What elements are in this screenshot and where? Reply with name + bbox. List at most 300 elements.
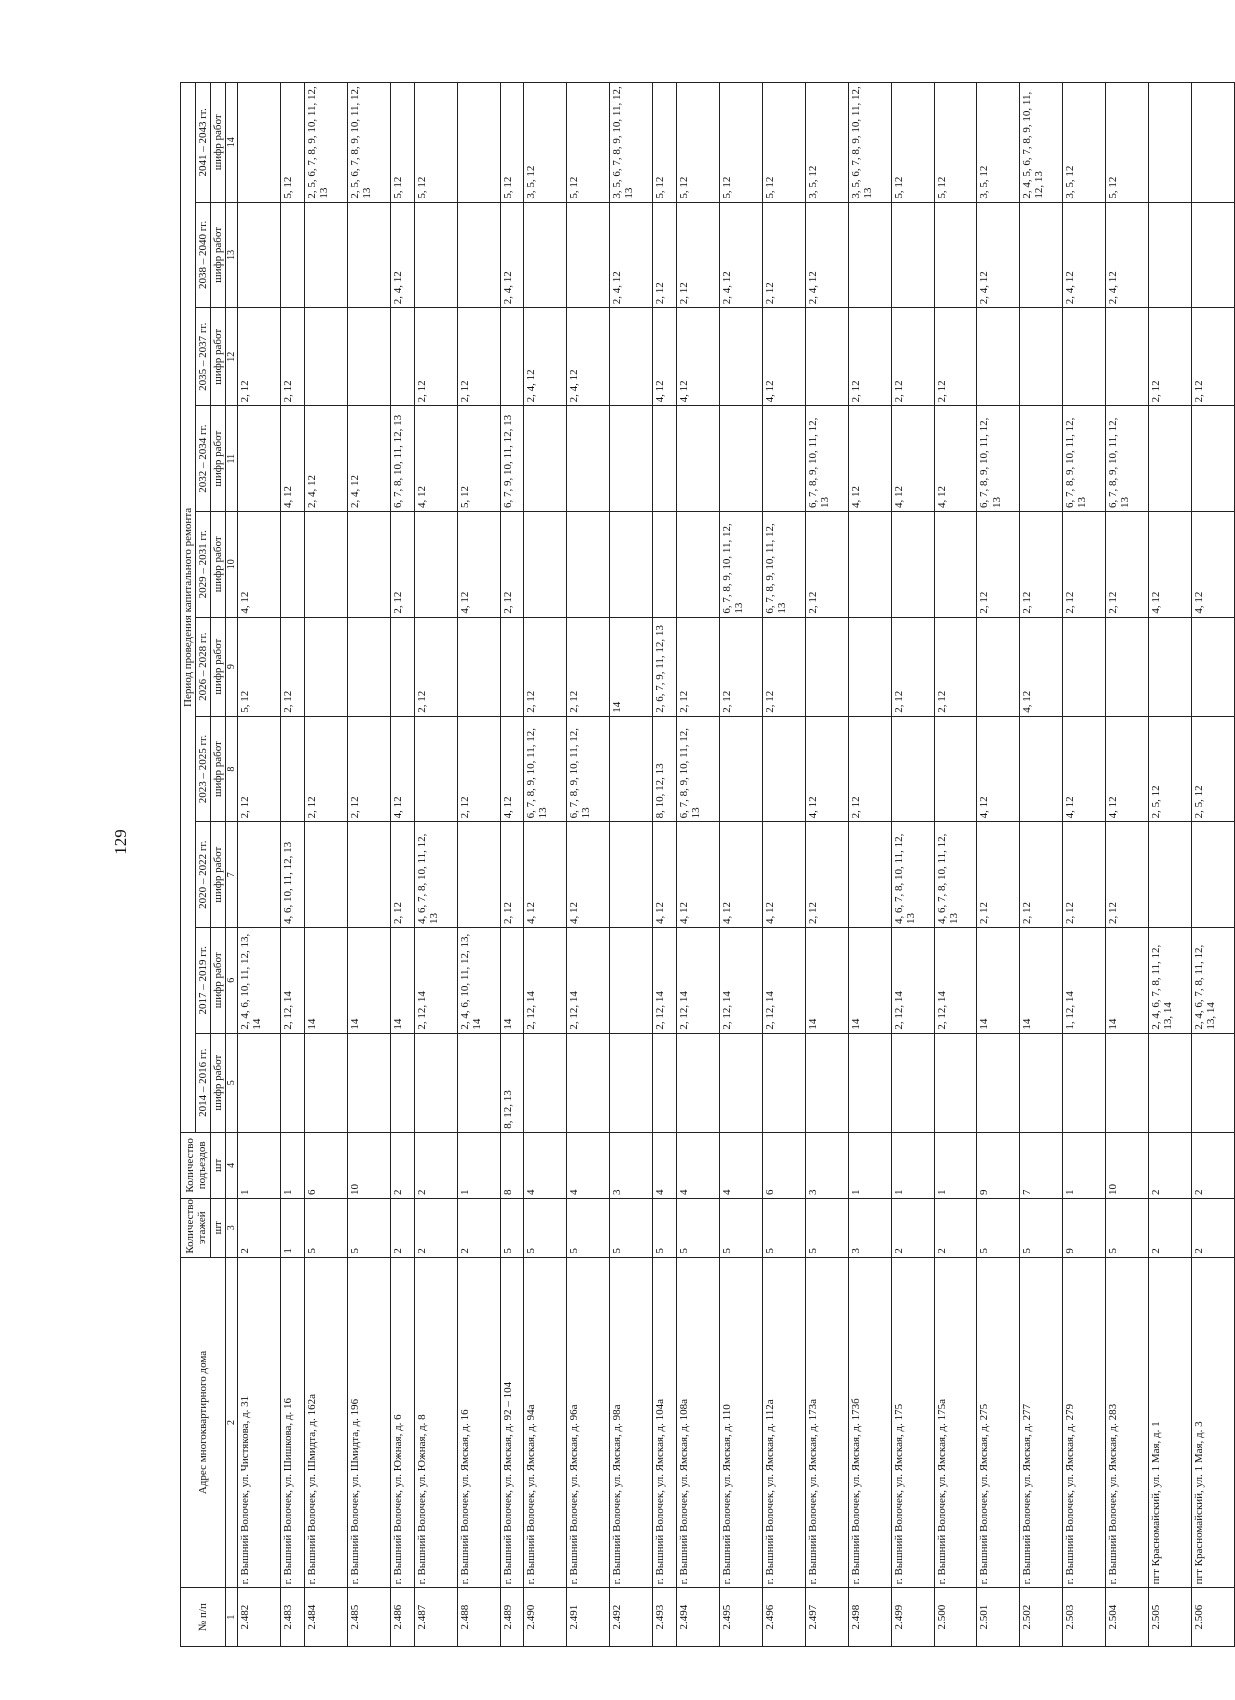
row-work-codes: 2, 12 [805, 822, 848, 928]
row-work-codes: 2, 12, 14 [676, 927, 719, 1033]
row-work-codes [1149, 406, 1192, 512]
table-row [891, 83, 934, 1647]
row-work-codes: 2, 12, 14 [524, 927, 567, 1033]
row-work-codes [1106, 308, 1149, 406]
row-work-codes: 2, 12 [414, 308, 457, 406]
header-floors: Количество этажей [181, 1198, 211, 1257]
row-work-codes [305, 511, 348, 617]
row-work-codes [676, 511, 719, 617]
unit-code: шифр работ [211, 716, 226, 822]
row-work-codes: 2, 12, 14 [719, 927, 762, 1033]
row-entrances: 1 [891, 1132, 934, 1198]
column-index-row [226, 83, 238, 1647]
row-work-codes: 14 [390, 927, 414, 1033]
unit-code: шифр работ [211, 927, 226, 1033]
table-row [457, 83, 500, 1647]
row-floors: 1 [281, 1198, 305, 1257]
row-entrances: 2 [1149, 1132, 1192, 1198]
row-work-codes: 2, 12 [1149, 308, 1192, 406]
row-work-codes: 2, 12 [762, 202, 805, 308]
row-work-codes [610, 1033, 653, 1132]
row-work-codes [281, 716, 305, 822]
row-work-codes [719, 308, 762, 406]
row-work-codes: 2, 12 [567, 617, 610, 716]
row-entrances: 4 [719, 1132, 762, 1198]
table-row [805, 83, 848, 1647]
unit-code: шифр работ [211, 617, 226, 716]
row-work-codes [610, 927, 653, 1033]
row-work-codes: 4, 12 [414, 406, 457, 512]
row-work-codes: 2, 12 [1063, 822, 1106, 928]
row-work-codes: 2, 12 [848, 308, 891, 406]
row-work-codes: 2, 4, 12 [1063, 202, 1106, 308]
row-floors: 2 [414, 1198, 457, 1257]
row-number: 2.497 [805, 1588, 848, 1647]
row-number: 2.488 [457, 1588, 500, 1647]
row-work-codes: 2, 12 [1020, 511, 1063, 617]
row-work-codes [1063, 308, 1106, 406]
column-index: 11 [226, 406, 238, 512]
row-work-codes: 2, 12 [934, 617, 977, 716]
row-work-codes [719, 1033, 762, 1132]
row-work-codes: 4, 12 [238, 511, 281, 617]
row-work-codes: 2, 12, 14 [653, 927, 677, 1033]
column-index: 7 [226, 822, 238, 928]
row-work-codes [891, 716, 934, 822]
row-entrances: 4 [524, 1132, 567, 1198]
row-work-codes: 2, 12 [977, 822, 1020, 928]
row-work-codes [305, 822, 348, 928]
row-work-codes: 3, 5, 12 [977, 83, 1020, 203]
row-work-codes [653, 1033, 677, 1132]
table-row [1020, 83, 1063, 1647]
header-period-2: 2020 – 2022 гг. [196, 822, 211, 928]
row-entrances: 9 [977, 1132, 1020, 1198]
row-work-codes: 2, 4, 12 [567, 308, 610, 406]
row-work-codes [934, 716, 977, 822]
row-work-codes: 2, 5, 12 [1149, 716, 1192, 822]
table-row [524, 83, 567, 1647]
row-work-codes: 5, 12 [238, 617, 281, 716]
column-index: 5 [226, 1033, 238, 1132]
row-number: 2.496 [762, 1588, 805, 1647]
row-work-codes: 6, 7, 8, 9, 10, 11, 12, 13 [805, 406, 848, 512]
row-floors: 2 [238, 1198, 281, 1257]
row-work-codes: 6, 7, 8, 10, 11, 12, 13 [390, 406, 414, 512]
row-work-codes: 4, 6, 7, 8, 10, 11, 12, 13 [414, 822, 457, 928]
row-work-codes: 2, 4, 12 [524, 308, 567, 406]
row-work-codes: 4, 6, 7, 8, 10, 11, 12, 13 [891, 822, 934, 928]
row-work-codes: 2, 12 [891, 617, 934, 716]
row-work-codes: 2, 12 [414, 617, 457, 716]
row-floors: 5 [676, 1198, 719, 1257]
row-work-codes: 4, 12 [1192, 511, 1235, 617]
table-row [500, 83, 524, 1647]
row-work-codes: 6, 7, 9, 10, 11, 12, 13 [500, 406, 524, 512]
capital-repair-schedule-table [180, 82, 1235, 1647]
unit-code: шифр работ [211, 406, 226, 512]
column-index: 8 [226, 716, 238, 822]
table-row [305, 83, 348, 1647]
row-work-codes [457, 617, 500, 716]
row-work-codes [1192, 617, 1235, 716]
row-work-codes [1149, 1033, 1192, 1132]
row-floors: 2 [934, 1198, 977, 1257]
row-work-codes [805, 308, 848, 406]
row-work-codes [676, 406, 719, 512]
column-index: 3 [226, 1198, 238, 1257]
row-work-codes: 2, 4, 12 [305, 406, 348, 512]
row-work-codes: 2, 12, 14 [281, 927, 305, 1033]
row-entrances: 3 [805, 1132, 848, 1198]
unit-floors: шт [211, 1198, 226, 1257]
row-work-codes: 3, 5, 12 [1063, 83, 1106, 203]
row-work-codes: 2, 12 [457, 716, 500, 822]
row-work-codes [848, 511, 891, 617]
row-address: г. Вышний Волочек, ул. Ямская, д. 175 [891, 1257, 934, 1588]
row-work-codes: 6, 7, 8, 9, 10, 11, 12, 13 [1106, 406, 1149, 512]
row-floors: 5 [653, 1198, 677, 1257]
row-work-codes [238, 822, 281, 928]
row-work-codes [305, 202, 348, 308]
row-work-codes: 3, 5, 12 [524, 83, 567, 203]
row-work-codes [457, 1033, 500, 1132]
row-work-codes: 14 [1106, 927, 1149, 1033]
row-work-codes [848, 822, 891, 928]
row-work-codes [414, 511, 457, 617]
row-floors: 9 [1063, 1198, 1106, 1257]
table-row [238, 83, 281, 1647]
row-work-codes: 2, 12 [762, 617, 805, 716]
row-work-codes [1063, 1033, 1106, 1132]
row-work-codes: 2, 12 [524, 617, 567, 716]
row-work-codes: 5, 12 [457, 406, 500, 512]
row-address: г. Вышний Волочек, ул. Ямская, д. 112а [762, 1257, 805, 1588]
row-work-codes: 14 [500, 927, 524, 1033]
row-work-codes [305, 617, 348, 716]
row-entrances: 4 [676, 1132, 719, 1198]
row-work-codes: 2, 12, 14 [567, 927, 610, 1033]
row-number: 2.499 [891, 1588, 934, 1647]
row-work-codes: 5, 12 [719, 83, 762, 203]
row-floors: 2 [891, 1198, 934, 1257]
row-work-codes: 4, 12 [524, 822, 567, 928]
row-address: г. Вышний Волочек, ул. Ямская, д. 16 [457, 1257, 500, 1588]
row-address: г. Вышний Волочек, ул. Ямская, д. 175а [934, 1257, 977, 1588]
table-row [414, 83, 457, 1647]
row-number: 2.505 [1149, 1588, 1192, 1647]
row-address: г. Вышний Волочек, ул. Ямская, д. 173а [805, 1257, 848, 1588]
row-number: 2.492 [610, 1588, 653, 1647]
row-work-codes [414, 202, 457, 308]
rotated-table-wrapper [180, 82, 1235, 1647]
row-work-codes [610, 716, 653, 822]
column-index: 1 [226, 1588, 238, 1647]
header-period-1: 2017 – 2019 гг. [196, 927, 211, 1033]
row-floors: 2 [457, 1198, 500, 1257]
row-work-codes [500, 617, 524, 716]
row-work-codes [390, 617, 414, 716]
row-work-codes [848, 617, 891, 716]
row-work-codes [977, 617, 1020, 716]
row-address: г. Вышний Волочек, ул. Ямская, д. 96а [567, 1257, 610, 1588]
row-floors: 5 [1020, 1198, 1063, 1257]
header-period-6: 2032 – 2034 гг. [196, 406, 211, 512]
row-work-codes [500, 308, 524, 406]
row-work-codes [610, 308, 653, 406]
row-work-codes [934, 202, 977, 308]
row-work-codes [1192, 1033, 1235, 1132]
row-work-codes: 4, 12 [567, 822, 610, 928]
row-entrances: 7 [1020, 1132, 1063, 1198]
row-number: 2.493 [653, 1588, 677, 1647]
row-work-codes: 5, 12 [414, 83, 457, 203]
row-entrances: 10 [347, 1132, 390, 1198]
row-address: пгт Красномайский, ул. 1 Мая, д. 3 [1192, 1257, 1235, 1588]
row-work-codes [390, 308, 414, 406]
row-work-codes [891, 202, 934, 308]
table-row [676, 83, 719, 1647]
row-work-codes [347, 617, 390, 716]
header-period-7: 2035 – 2037 гг. [196, 308, 211, 406]
row-work-codes [1192, 202, 1235, 308]
table-row [1063, 83, 1106, 1647]
row-work-codes: 2, 12 [238, 308, 281, 406]
row-work-codes [1020, 406, 1063, 512]
row-entrances: 3 [610, 1132, 653, 1198]
row-work-codes [1020, 716, 1063, 822]
header-period-4: 2026 – 2028 гг. [196, 617, 211, 716]
row-work-codes: 2, 4, 12 [390, 202, 414, 308]
row-work-codes: 4, 12 [676, 822, 719, 928]
column-index: 6 [226, 927, 238, 1033]
row-work-codes [457, 202, 500, 308]
row-work-codes: 2, 12 [390, 822, 414, 928]
row-number: 2.494 [676, 1588, 719, 1647]
unit-code: шифр работ [211, 1033, 226, 1132]
row-work-codes: 5, 12 [676, 83, 719, 203]
row-work-codes [305, 1033, 348, 1132]
row-work-codes [524, 511, 567, 617]
row-floors: 5 [805, 1198, 848, 1257]
row-work-codes: 4, 12 [891, 406, 934, 512]
row-work-codes [457, 822, 500, 928]
row-work-codes: 4, 12 [653, 308, 677, 406]
unit-code: шифр работ [211, 511, 226, 617]
row-floors: 5 [347, 1198, 390, 1257]
row-work-codes [567, 1033, 610, 1132]
row-work-codes: 2, 4, 12 [500, 202, 524, 308]
row-address: г. Вышний Волочек, ул. Ямская, д. 92 – 104 [500, 1257, 524, 1588]
row-address: пгт Красномайский, ул. 1 Мая, д. 1 [1149, 1257, 1192, 1588]
row-work-codes: 2, 12 [457, 308, 500, 406]
row-work-codes: 4, 12 [1063, 716, 1106, 822]
column-index: 14 [226, 83, 238, 203]
row-entrances: 4 [653, 1132, 677, 1198]
row-work-codes [567, 511, 610, 617]
row-work-codes [805, 1033, 848, 1132]
header-num: № п/п [181, 1588, 226, 1647]
row-work-codes [653, 406, 677, 512]
table-row [719, 83, 762, 1647]
row-work-codes [610, 406, 653, 512]
row-entrances: 2 [390, 1132, 414, 1198]
row-number: 2.490 [524, 1588, 567, 1647]
row-floors: 5 [500, 1198, 524, 1257]
row-work-codes [891, 1033, 934, 1132]
row-work-codes: 4, 12 [500, 716, 524, 822]
row-work-codes [347, 202, 390, 308]
row-work-codes: 2, 12 [500, 511, 524, 617]
row-floors: 2 [1149, 1198, 1192, 1257]
row-work-codes [281, 511, 305, 617]
row-work-codes: 4, 12 [762, 822, 805, 928]
row-entrances: 10 [1106, 1132, 1149, 1198]
row-work-codes: 14 [977, 927, 1020, 1033]
column-index: 2 [226, 1257, 238, 1588]
row-work-codes: 4, 6, 7, 8, 10, 11, 12, 13 [934, 822, 977, 928]
table-row [762, 83, 805, 1647]
row-work-codes [414, 1033, 457, 1132]
row-work-codes [238, 202, 281, 308]
row-work-codes [347, 1033, 390, 1132]
row-address: г. Вышний Волочек, ул. Ямская, д. 104а [653, 1257, 677, 1588]
row-entrances: 4 [567, 1132, 610, 1198]
row-work-codes: 6, 7, 8, 9, 10, 11, 12, 13 [762, 511, 805, 617]
table-row [1106, 83, 1149, 1647]
unit-entrances: шт [211, 1132, 226, 1198]
row-work-codes [1020, 1033, 1063, 1132]
row-entrances: 1 [1063, 1132, 1106, 1198]
row-work-codes: 6, 7, 8, 9, 10, 11, 12, 13 [676, 716, 719, 822]
row-floors: 5 [1106, 1198, 1149, 1257]
header-entrances: Количество подъездов [181, 1132, 211, 1198]
row-work-codes: 2, 12 [281, 617, 305, 716]
row-number: 2.489 [500, 1588, 524, 1647]
row-work-codes [524, 406, 567, 512]
row-work-codes: 2, 4, 5, 6, 7, 8, 9, 10, 11, 12, 13 [1020, 83, 1063, 203]
row-number: 2.500 [934, 1588, 977, 1647]
row-work-codes [1149, 202, 1192, 308]
row-entrances: 1 [281, 1132, 305, 1198]
table-row [1192, 83, 1235, 1647]
row-work-codes [1192, 822, 1235, 928]
row-work-codes: 4, 6, 10, 11, 12, 13 [281, 822, 305, 928]
row-work-codes: 2, 4, 12 [719, 202, 762, 308]
row-work-codes: 2, 12 [238, 716, 281, 822]
row-work-codes: 1, 12, 14 [1063, 927, 1106, 1033]
row-work-codes [891, 511, 934, 617]
row-work-codes [567, 202, 610, 308]
row-work-codes: 2, 12 [1192, 308, 1235, 406]
row-work-codes: 4, 12 [390, 716, 414, 822]
row-floors: 2 [1192, 1198, 1235, 1257]
header-address: Адрес многоквартирного дома [181, 1257, 226, 1588]
row-work-codes: 2, 4, 12 [347, 406, 390, 512]
row-address: г. Вышний Волочек, ул. Шмидта, д. 196 [347, 1257, 390, 1588]
row-work-codes [238, 83, 281, 203]
row-work-codes: 4, 12 [977, 716, 1020, 822]
row-work-codes: 14 [610, 617, 653, 716]
row-work-codes: 2, 12 [390, 511, 414, 617]
row-work-codes: 2, 4, 6, 10, 11, 12, 13, 14 [238, 927, 281, 1033]
row-work-codes [390, 1033, 414, 1132]
row-work-codes: 2, 12 [653, 202, 677, 308]
table-row [977, 83, 1020, 1647]
row-work-codes: 3, 5, 6, 7, 8, 9, 10, 11, 12, 13 [610, 83, 653, 203]
row-work-codes: 2, 12, 14 [414, 927, 457, 1033]
row-work-codes: 5, 12 [891, 83, 934, 203]
row-work-codes [347, 511, 390, 617]
row-work-codes: 2, 5, 6, 7, 8, 9, 10, 11, 12, 13 [305, 83, 348, 203]
row-work-codes: 2, 12 [934, 308, 977, 406]
row-work-codes: 14 [848, 927, 891, 1033]
row-entrances: 2 [414, 1132, 457, 1198]
row-address: г. Вышний Волочек, ул. Ямская, д. 283 [1106, 1257, 1149, 1588]
row-work-codes: 3, 5, 12 [805, 83, 848, 203]
row-floors: 3 [848, 1198, 891, 1257]
row-work-codes: 6, 7, 8, 9, 10, 11, 12, 13 [567, 716, 610, 822]
row-work-codes [1020, 308, 1063, 406]
row-work-codes [1106, 617, 1149, 716]
row-work-codes: 2, 5, 12 [1192, 716, 1235, 822]
row-floors: 5 [719, 1198, 762, 1257]
row-work-codes: 14 [305, 927, 348, 1033]
row-work-codes: 2, 12 [891, 308, 934, 406]
row-work-codes: 4, 12 [848, 406, 891, 512]
row-address: г. Вышний Волочек, ул. Ямская, д. 173б [848, 1257, 891, 1588]
table-row [653, 83, 677, 1647]
row-entrances: 1 [457, 1132, 500, 1198]
row-work-codes [414, 716, 457, 822]
row-number: 2.491 [567, 1588, 610, 1647]
row-work-codes: 6, 7, 8, 9, 10, 11, 12, 13 [977, 406, 1020, 512]
row-work-codes: 4, 12 [934, 406, 977, 512]
column-index: 4 [226, 1132, 238, 1198]
row-work-codes [610, 511, 653, 617]
row-work-codes: 14 [347, 927, 390, 1033]
row-number: 2.498 [848, 1588, 891, 1647]
row-work-codes [238, 1033, 281, 1132]
row-work-codes [676, 1033, 719, 1132]
row-work-codes [762, 406, 805, 512]
header-row [181, 83, 196, 1647]
row-work-codes: 4, 12 [1020, 617, 1063, 716]
row-number: 2.485 [347, 1588, 390, 1647]
row-work-codes [1106, 1033, 1149, 1132]
row-work-codes [977, 1033, 1020, 1132]
row-work-codes [762, 716, 805, 822]
row-work-codes: 4, 12 [281, 406, 305, 512]
row-work-codes: 5, 12 [567, 83, 610, 203]
row-work-codes: 2, 4, 6, 7, 8, 11, 12, 13, 14 [1192, 927, 1235, 1033]
row-work-codes: 5, 12 [1106, 83, 1149, 203]
row-work-codes: 2, 12 [719, 617, 762, 716]
unit-code: шифр работ [211, 83, 226, 203]
row-work-codes: 4, 12 [719, 822, 762, 928]
table-row [610, 83, 653, 1647]
row-address: г. Вышний Волочек, ул. Ямская, д. 279 [1063, 1257, 1106, 1588]
row-work-codes [934, 1033, 977, 1132]
row-floors: 5 [977, 1198, 1020, 1257]
table-row [390, 83, 414, 1647]
row-work-codes [457, 83, 500, 203]
header-period-8: 2038 – 2040 гг. [196, 202, 211, 308]
row-work-codes: 2, 12, 14 [762, 927, 805, 1033]
row-work-codes: 2, 4, 12 [805, 202, 848, 308]
row-work-codes: 5, 12 [390, 83, 414, 203]
row-entrances: 1 [934, 1132, 977, 1198]
